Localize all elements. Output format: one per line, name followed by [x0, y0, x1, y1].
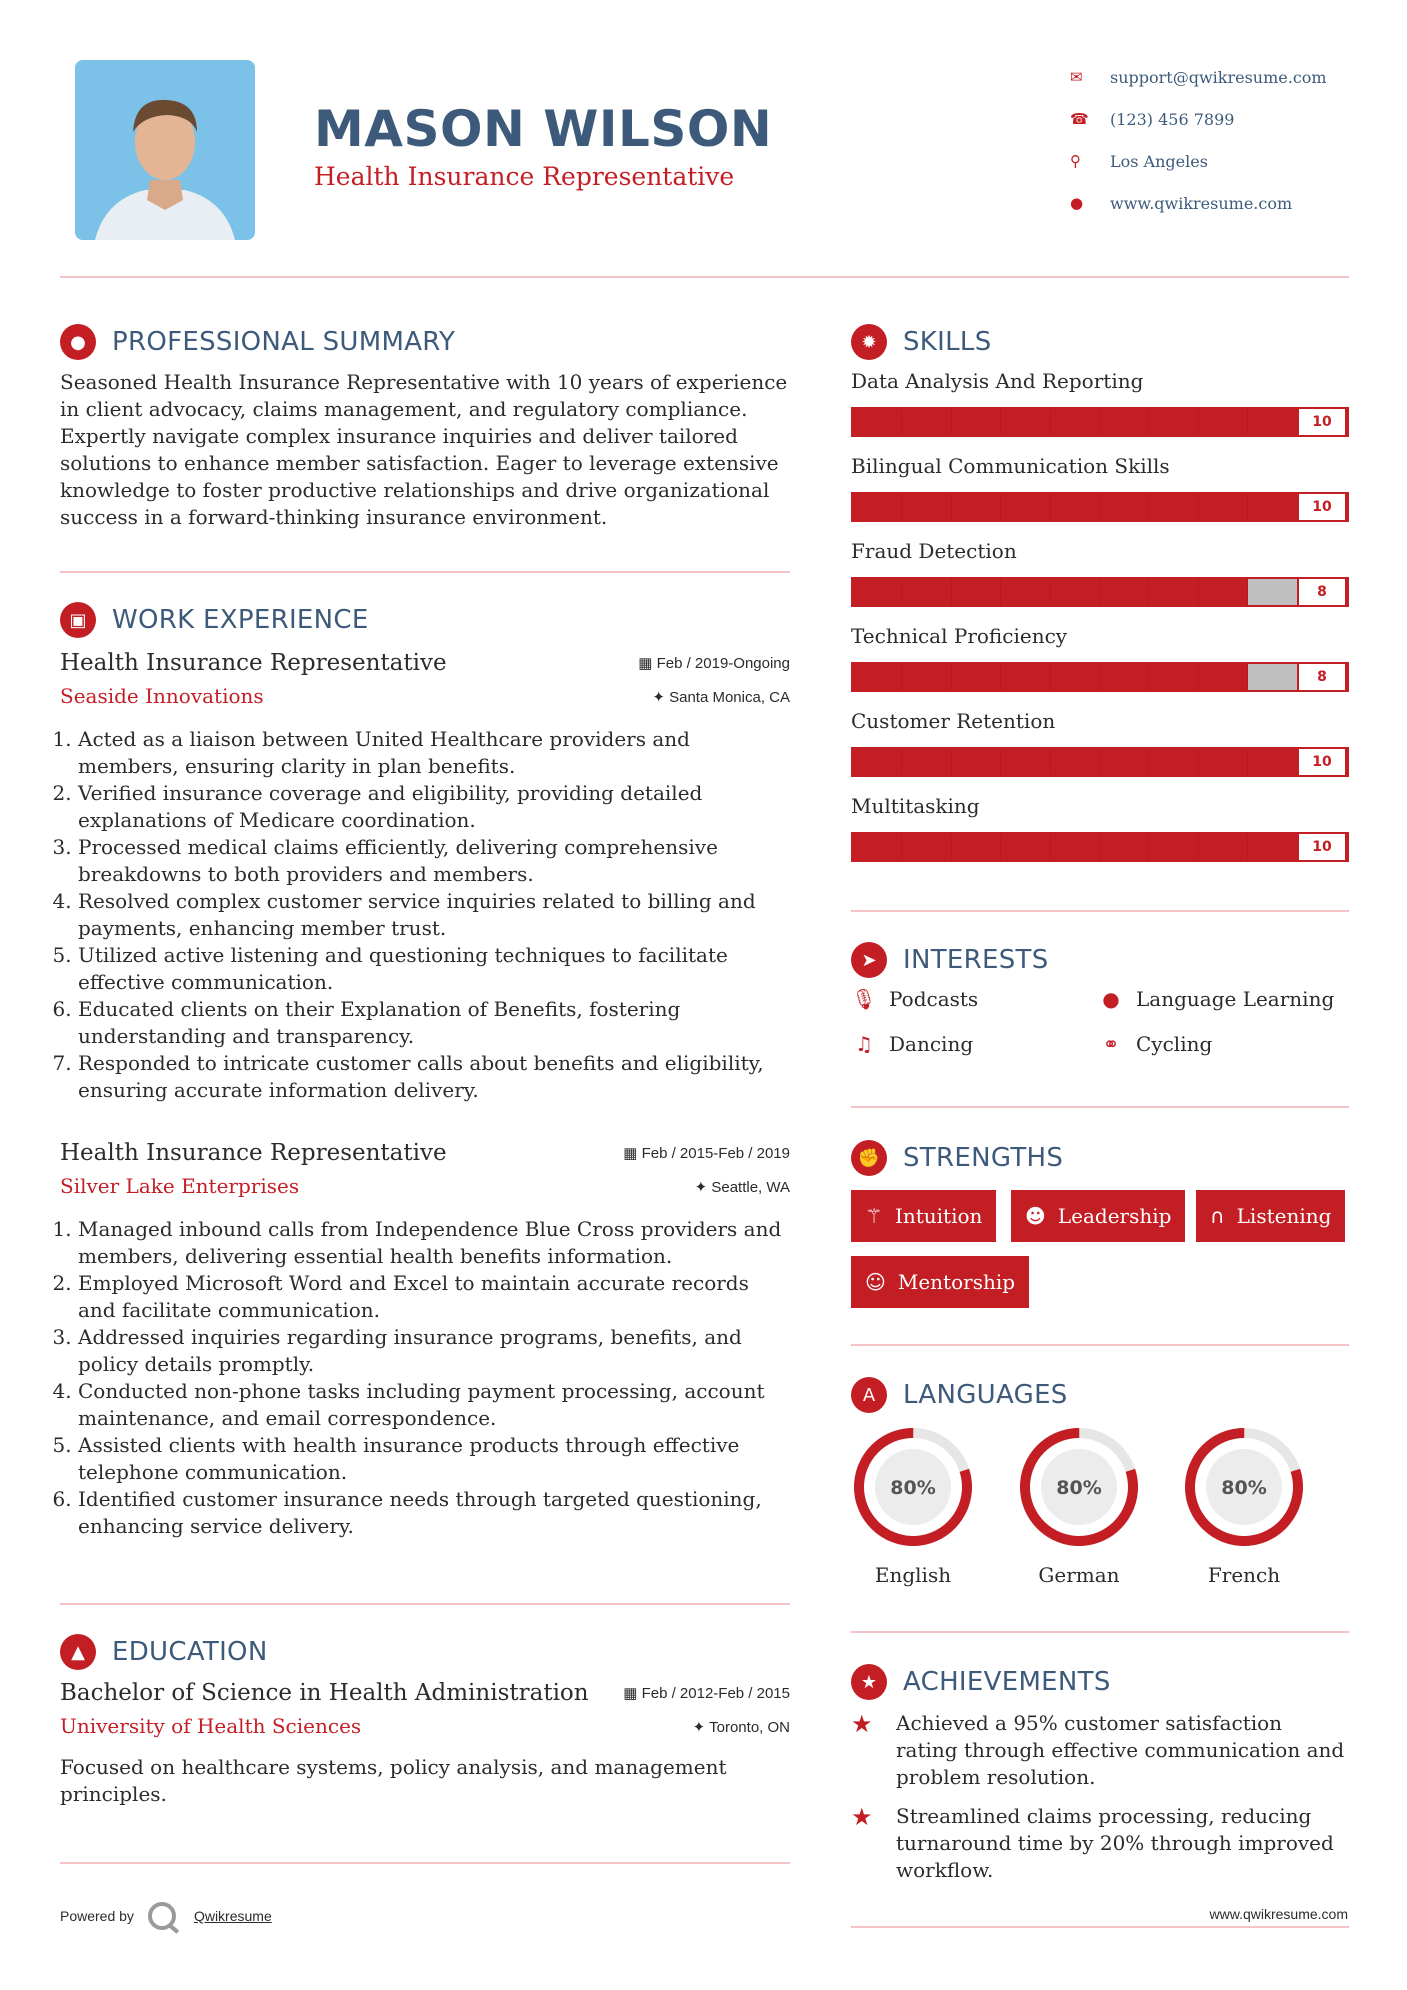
user-plus-icon: ☺ — [865, 1270, 886, 1294]
skill-bar-segment — [1100, 579, 1149, 605]
skill-bar-segment — [902, 409, 951, 435]
skill-bar-segment — [952, 409, 1001, 435]
skill-bar-segment — [1149, 664, 1198, 690]
job-company: Seaside Innovations — [60, 684, 264, 708]
education-heading: ▲ EDUCATION — [60, 1634, 268, 1670]
skill-bar-segment — [1001, 834, 1050, 860]
skills-heading: ✹ SKILLS — [851, 324, 992, 360]
brand-link[interactable]: Qwikresume — [193, 1908, 272, 1924]
skill-level-bar — [851, 577, 1349, 607]
skill-name: Customer Retention — [851, 709, 1056, 733]
skill-bar-segment — [1100, 749, 1149, 775]
education-divider — [60, 1862, 790, 1864]
skill-bar-segment — [952, 664, 1001, 690]
calendar-icon: ▦ — [623, 1145, 642, 1162]
achievements-heading: ★ ACHIEVEMENTS — [851, 1664, 1111, 1700]
map-marker-icon: ⚲ — [1070, 152, 1081, 170]
list-item: 5. Assisted clients with health insurance products through effective telephone communication. — [78, 1432, 790, 1486]
strength-chip: ⚚ Intuition — [851, 1190, 996, 1242]
skill-level-bar — [851, 662, 1349, 692]
skill-score: 8 — [1297, 577, 1347, 607]
skill-bar-segment — [952, 579, 1001, 605]
contact-phone[interactable]: ☎ (123) 456 7899 — [1070, 109, 1235, 129]
candidate-name: MASON WILSON — [314, 100, 773, 158]
summary-text: Seasoned Health Insurance Representative with 10 years of experience in client advocacy, claims management, and regulatory compliance. Expertly navigate complex insurance inquiries and deliver tailored solutions to enhance member satisfaction. Eager to leverage extensive knowledge to foster productive relationships and drive organizational success in a forward-thinking insurance environment. — [60, 370, 788, 529]
skill-item — [851, 624, 1349, 692]
skill-bar-segment — [853, 579, 902, 605]
skill-bar-segment — [1248, 664, 1297, 690]
skill-bar-segment — [1248, 749, 1297, 775]
skill-bar-segment — [902, 494, 951, 520]
list-item: 5. Utilized active listening and questioning techniques to facilitate effective communication. — [78, 942, 790, 996]
skill-bar-segment — [1199, 494, 1248, 520]
skill-bar-segment — [1149, 749, 1198, 775]
skill-bar-segment — [1001, 494, 1050, 520]
skills-divider — [851, 910, 1349, 912]
music-note-icon: ♫ — [855, 1032, 873, 1056]
bicycle-icon: ⚭ — [1102, 1032, 1120, 1056]
skill-bar-segment — [1149, 494, 1198, 520]
lightbulb-icon: ✹ — [851, 324, 887, 360]
skill-score: 10 — [1297, 832, 1347, 862]
skill-bar-segment — [853, 409, 902, 435]
job-title: Health Insurance Representative — [60, 650, 447, 676]
shooting-star-icon: ★ — [851, 1803, 873, 1831]
summary-divider — [60, 571, 790, 573]
list-item: 2. Employed Microsoft Word and Excel to maintain accurate records and facilitate communication. — [78, 1270, 790, 1324]
skill-bar-segment — [1199, 579, 1248, 605]
magic-wand-icon: ⚚ — [865, 1204, 883, 1228]
star-icon: ★ — [851, 1664, 887, 1700]
job-location: ✦ Santa Monica, CA — [652, 689, 790, 706]
achievements-divider — [851, 1926, 1349, 1928]
interest-item: ♫ Dancing — [851, 1032, 973, 1056]
work-divider — [60, 1603, 790, 1605]
list-item: 7. Responded to intricate customer calls about benefits and eligibility, ensuring accurate information delivery. — [78, 1050, 790, 1104]
list-item: 3. Addressed inquiries regarding insurance programs, benefits, and policy details promptly. — [78, 1324, 790, 1378]
users-icon: ☻ — [1025, 1204, 1046, 1228]
education-location: ✦ Toronto, ON — [692, 1719, 790, 1736]
skill-bar-segment — [902, 579, 951, 605]
skill-bar-segment — [952, 494, 1001, 520]
education-date: ▦ Feb / 2012-Feb / 2015 — [623, 1685, 790, 1702]
interests-heading: ➤ INTERESTS — [851, 942, 1049, 978]
language-percent: 80% — [890, 1477, 936, 1499]
header-divider — [60, 276, 1349, 278]
skill-bar-segment — [952, 834, 1001, 860]
skill-bar-segment — [1248, 579, 1297, 605]
skill-bar-segment — [1001, 409, 1050, 435]
achievement-item: ★ Achieved a 95% customer satisfaction rating through effective communication and problem resolution. — [851, 1710, 1345, 1789]
skill-bar-segment — [1051, 664, 1100, 690]
skill-bar-segment — [1001, 749, 1050, 775]
skill-item — [851, 454, 1349, 522]
microphone-icon: 🎙 — [851, 987, 877, 1011]
skill-bar-segment — [1100, 834, 1149, 860]
skill-name: Data Analysis And Reporting — [851, 369, 1144, 393]
skill-level-bar — [851, 407, 1349, 437]
interest-item: ⚭ Cycling — [1098, 1032, 1212, 1056]
job-2 — [60, 1140, 790, 1540]
skill-bar-segment — [1001, 579, 1050, 605]
education-description: Focused on healthcare systems, policy analysis, and management principles. — [60, 1755, 727, 1806]
contact-list — [1070, 56, 1327, 224]
language-name: French — [1207, 1563, 1281, 1587]
user-icon: ● — [60, 324, 96, 360]
job-date: ▦ Feb / 2015-Feb / 2019 — [623, 1145, 790, 1162]
fist-icon: ✊ — [851, 1140, 887, 1176]
skill-bar-segment — [902, 664, 951, 690]
language-gauge — [1017, 1425, 1141, 1549]
list-item: 3. Processed medical claims efficiently, delivering comprehensive breakdowns to both providers and members. — [78, 834, 790, 888]
skill-bar-segment — [1248, 409, 1297, 435]
skill-bar-segment — [902, 749, 951, 775]
calendar-icon: ▦ — [623, 1685, 642, 1702]
job-title: Health Insurance Representative — [60, 1140, 447, 1166]
skill-bar-segment — [952, 749, 1001, 775]
globe-icon: ● — [1102, 987, 1120, 1011]
pin-icon: ✦ — [694, 1179, 712, 1196]
list-item: 4. Resolved complex customer service inquiries related to billing and payments, enhancing member trust. — [78, 888, 790, 942]
skill-level-bar — [851, 747, 1349, 777]
achievement-item: ★ Streamlined claims processing, reducing turnaround time by 20% through improved workflow. — [851, 1803, 1334, 1882]
degree-title: Bachelor of Science in Health Administration — [60, 1680, 589, 1706]
contact-email[interactable]: ✉ support@qwikresume.com — [1070, 67, 1327, 87]
language-item — [1182, 1425, 1306, 1587]
job-bullets — [60, 726, 790, 1104]
language-item — [851, 1425, 975, 1587]
skill-bar-segment — [1149, 409, 1198, 435]
strengths-divider — [851, 1344, 1349, 1346]
qwikresume-logo-icon — [148, 1902, 176, 1930]
skill-bar-segment — [853, 749, 902, 775]
briefcase-icon: ▣ — [60, 602, 96, 638]
skill-name: Fraud Detection — [851, 539, 1017, 563]
contact-website[interactable]: ● www.qwikresume.com — [1070, 193, 1293, 213]
interests-divider — [851, 1106, 1349, 1108]
language-gauge — [1182, 1425, 1306, 1549]
skill-level-bar — [851, 492, 1349, 522]
envelope-icon: ✉ — [1070, 68, 1083, 86]
language-percent: 80% — [1221, 1477, 1267, 1499]
profile-photo — [75, 60, 255, 240]
language-name: English — [874, 1563, 952, 1587]
translate-icon: A — [851, 1377, 887, 1413]
footer-powered-by: Powered by Qwikresume — [60, 1902, 272, 1930]
skill-bar-segment — [1051, 749, 1100, 775]
language-percent: 80% — [1056, 1477, 1102, 1499]
graduation-cap-icon: ▲ — [60, 1634, 96, 1670]
skill-bar-segment — [1001, 664, 1050, 690]
skill-bar-segment — [853, 834, 902, 860]
skill-bar-segment — [1199, 749, 1248, 775]
strengths-heading: ✊ STRENGTHS — [851, 1140, 1063, 1176]
list-item: 6. Educated clients on their Explanation of Benefits, fostering understanding and transparency. — [78, 996, 790, 1050]
language-item — [1017, 1425, 1141, 1587]
strength-chip: ∩ Listening — [1196, 1190, 1345, 1242]
skill-bar-segment — [1051, 494, 1100, 520]
skill-bar-segment — [1100, 409, 1149, 435]
globe-icon: ● — [1070, 194, 1084, 212]
list-item: 2. Verified insurance coverage and eligibility, providing detailed explanations of Medicare coordination. — [78, 780, 790, 834]
interest-item: 🎙 Podcasts — [851, 987, 979, 1011]
school-name: University of Health Sciences — [60, 1714, 362, 1738]
skill-score: 10 — [1297, 747, 1347, 777]
job-date: ▦ Feb / 2019-Ongoing — [638, 655, 790, 672]
skill-name: Bilingual Communication Skills — [851, 454, 1170, 478]
headphones-icon: ∩ — [1210, 1204, 1225, 1228]
languages-heading: A LANGUAGES — [851, 1377, 1068, 1413]
skill-bar-segment — [1100, 494, 1149, 520]
calendar-icon: ▦ — [638, 655, 657, 672]
skill-bar-segment — [1051, 834, 1100, 860]
language-gauge — [851, 1425, 975, 1549]
interest-item: ● Language Learning — [1098, 987, 1334, 1011]
language-name: German — [1038, 1563, 1120, 1587]
skill-item — [851, 794, 1349, 862]
skill-item — [851, 539, 1349, 607]
work-heading: ▣ WORK EXPERIENCE — [60, 602, 369, 638]
skill-bar-segment — [1149, 834, 1198, 860]
skill-score: 8 — [1297, 662, 1347, 692]
skill-bar-segment — [1100, 664, 1149, 690]
skill-item — [851, 709, 1349, 777]
skill-item — [851, 369, 1349, 437]
skill-name: Technical Proficiency — [851, 624, 1068, 648]
phone-icon: ☎ — [1070, 110, 1089, 128]
skill-level-bar — [851, 832, 1349, 862]
skill-bar-segment — [1199, 664, 1248, 690]
shooting-star-icon: ★ — [851, 1710, 873, 1738]
list-item: 1. Acted as a liaison between United Healthcare providers and members, ensuring clarity in plan benefits. — [78, 726, 790, 780]
skill-bar-segment — [1051, 579, 1100, 605]
list-item: 6. Identified customer insurance needs through targeted questioning, enhancing service delivery. — [78, 1486, 790, 1540]
pin-icon: ✦ — [652, 689, 670, 706]
skill-bar-segment — [1199, 409, 1248, 435]
skill-bar-segment — [853, 664, 902, 690]
pin-icon: ✦ — [692, 1719, 710, 1736]
strength-chip: ☺ Mentorship — [851, 1256, 1029, 1308]
strength-chip: ☻ Leadership — [1011, 1190, 1185, 1242]
footer-website[interactable]: www.qwikresume.com — [1209, 1906, 1348, 1922]
job-company: Silver Lake Enterprises — [60, 1174, 300, 1198]
skill-name: Multitasking — [851, 794, 980, 818]
skill-score: 10 — [1297, 492, 1347, 522]
paper-plane-icon: ➤ — [851, 942, 887, 978]
skill-bar-segment — [902, 834, 951, 860]
contact-location: ⚲ Los Angeles — [1070, 151, 1208, 171]
skill-bar-segment — [1248, 494, 1297, 520]
education-entry — [60, 1680, 790, 1808]
summary-heading: ● PROFESSIONAL SUMMARY — [60, 324, 455, 360]
skill-bar-segment — [1051, 409, 1100, 435]
job-1 — [60, 650, 790, 1104]
skill-bar-segment — [1149, 579, 1198, 605]
skill-bar-segment — [853, 494, 902, 520]
candidate-title: Health Insurance Representative — [314, 162, 735, 191]
list-item: 1. Managed inbound calls from Independence Blue Cross providers and members, delivering essential health benefits information. — [78, 1216, 790, 1270]
job-bullets — [60, 1216, 790, 1540]
languages-divider — [851, 1631, 1349, 1633]
list-item: 4. Conducted non-phone tasks including payment processing, account maintenance, and email correspondence. — [78, 1378, 790, 1432]
skill-score: 10 — [1297, 407, 1347, 437]
job-location: ✦ Seattle, WA — [694, 1179, 790, 1196]
skill-bar-segment — [1199, 834, 1248, 860]
skill-bar-segment — [1248, 834, 1297, 860]
